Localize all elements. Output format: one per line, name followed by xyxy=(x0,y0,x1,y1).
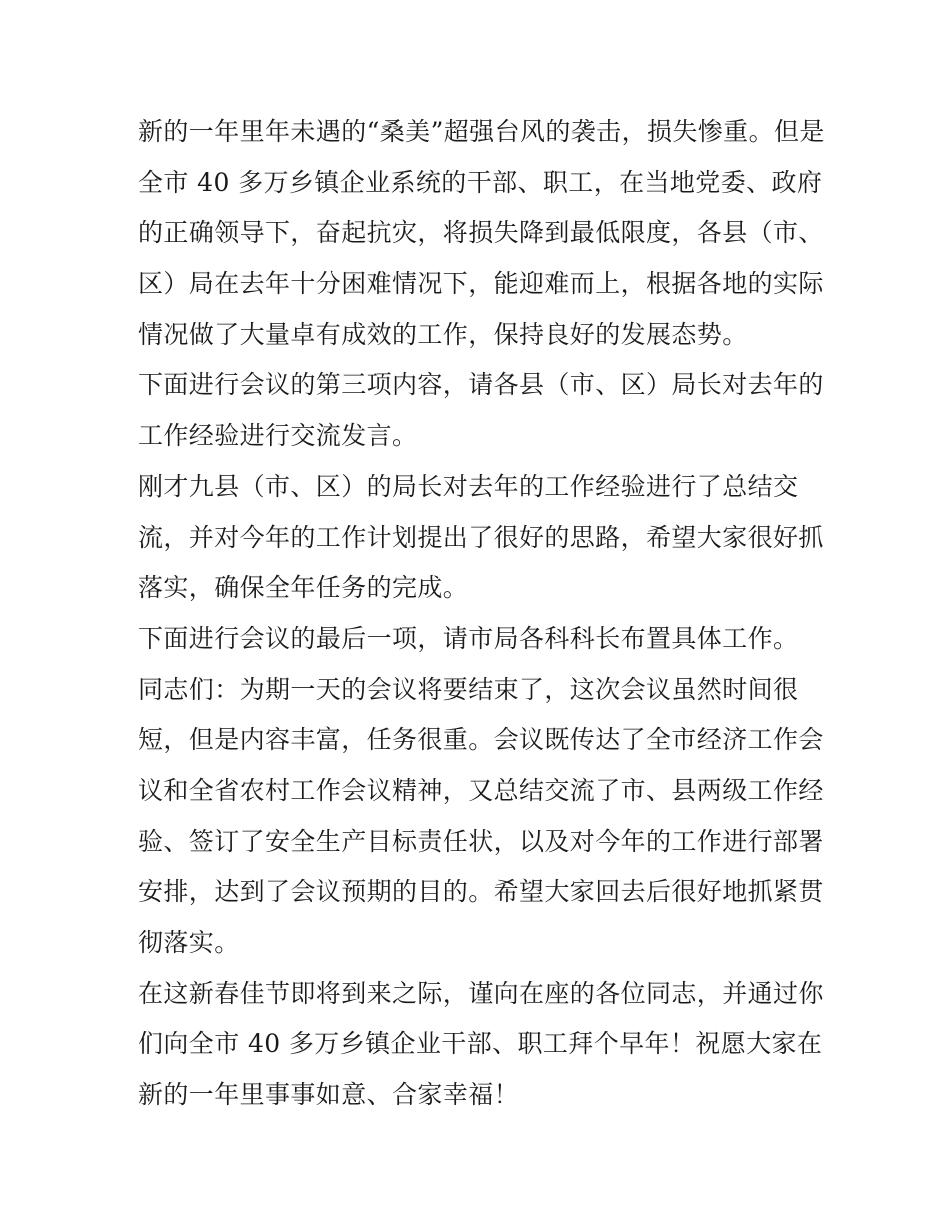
paragraph-closing-remarks xyxy=(138,665,824,969)
text-line: 们向全市 40 多万乡镇企业干部、职工拜个早年！祝愿大家在 xyxy=(138,1029,823,1059)
text-line: 流，并对今年的工作计划提出了很好的思路，希望大家很好抓 xyxy=(138,522,824,552)
text-line: 短，但是内容丰富，任务很重。会议既传达了全市经济工作会 xyxy=(138,725,824,755)
paragraph-county-summary xyxy=(138,462,824,614)
text-line: 下面进行会议的最后一项，请市局各科科长布置具体工作。 xyxy=(138,623,799,653)
text-line: 全市 40 多万乡镇企业系统的干部、职工，在当地党委、政府 xyxy=(138,167,823,197)
text-line: 区）局在去年十分困难情况下，能迎难而上，根据各地的实际 xyxy=(138,269,824,299)
text-line: 刚才九县（市、区）的局长对去年的工作经验进行了总结交 xyxy=(138,471,799,501)
paragraph-agenda-item-three xyxy=(138,360,824,461)
text-line: 验、签订了安全生产目标责任状，以及对今年的工作进行部署 xyxy=(138,826,824,856)
text-line: 同志们：为期一天的会议将要结束了，这次会议虽然时间很 xyxy=(138,674,799,704)
text-line: 安排，达到了会议预期的目的。希望大家回去后很好地抓紧贯 xyxy=(138,877,824,907)
text-line: 在这新春佳节即将到来之际，谨向在座的各位同志，并通过你 xyxy=(138,978,824,1008)
text-line: 落实，确保全年任务的完成。 xyxy=(138,573,469,603)
text-line: 下面进行会议的第三项内容，请各县（市、区）局长对去年的 xyxy=(138,370,824,400)
paragraph-final-agenda-item xyxy=(138,614,818,665)
text-line: 彻落实。 xyxy=(138,928,240,957)
text-line: 新的一年里年未遇的“桑美”超强台风的袭击，损失惨重。但是 xyxy=(138,117,825,146)
text-line: 情况做了大量卓有成效的工作，保持良好的发展态势。 xyxy=(138,319,748,349)
text-line: 议和全省农村工作会议精神，又总结交流了市、县两级工作经 xyxy=(138,775,824,805)
text-line: 新的一年里事事如意、合家幸福！ xyxy=(138,1080,520,1110)
text-line: 的正确领导下，奋起抗灾，将损失降到最低限度，各县（市、 xyxy=(138,218,824,248)
paragraph-typhoon-recovery xyxy=(138,107,825,360)
document-body xyxy=(138,107,825,1121)
text-line: 工作经验进行交流发言。 xyxy=(138,421,418,451)
paragraph-new-year-greeting xyxy=(138,969,824,1121)
